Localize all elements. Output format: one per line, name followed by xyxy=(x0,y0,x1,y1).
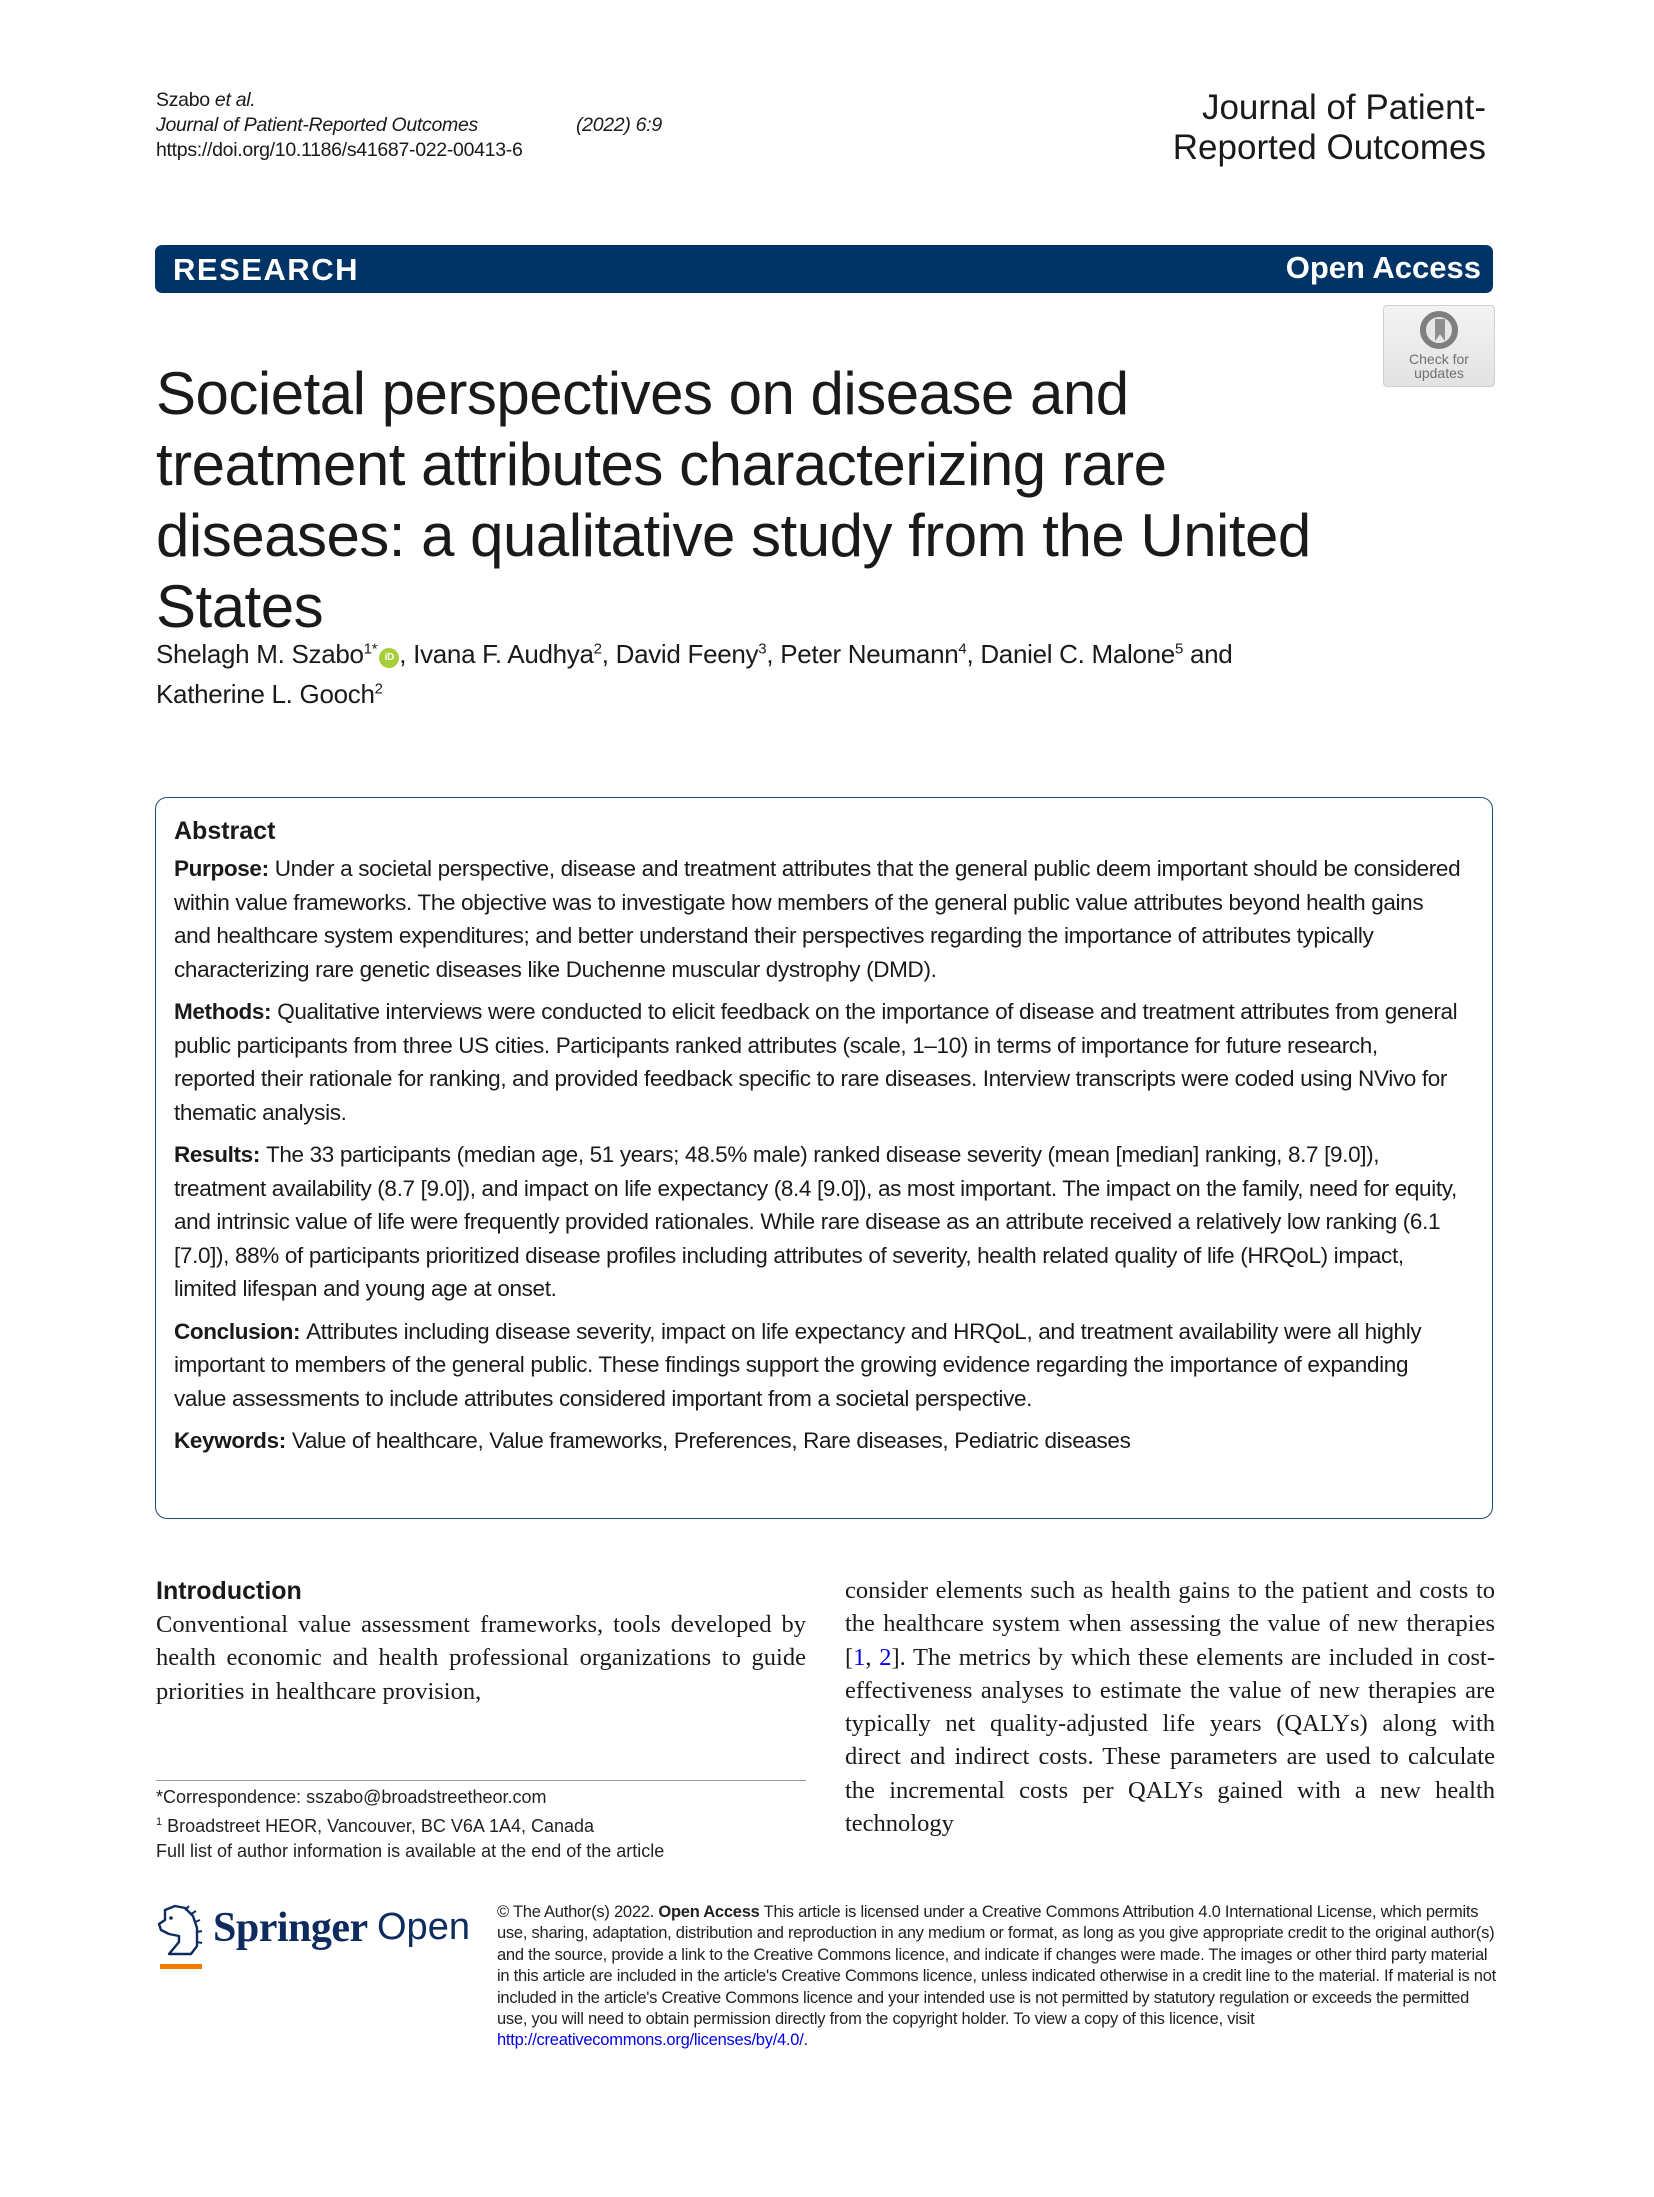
copyright: © The Author(s) 2022. xyxy=(497,1903,659,1921)
license-text xyxy=(497,1902,1497,2052)
body-column-left xyxy=(156,1574,806,1708)
citation-separator: , xyxy=(865,1643,880,1671)
running-head-journal: Journal of Patient-Reported Outcomes xyxy=(156,114,478,136)
footnotes xyxy=(156,1785,816,1864)
running-head-volume: (2022) 6:9 xyxy=(575,114,662,136)
abstract-methods xyxy=(174,995,1464,1129)
logo-accent-bar xyxy=(160,1964,202,1969)
separator: , xyxy=(399,639,407,669)
section-label: Conclusion: xyxy=(174,1318,301,1344)
abstract-purpose xyxy=(174,852,1464,986)
author-info-note: Full list of author information is available at the end of the article xyxy=(156,1841,665,1861)
check-for-updates-text xyxy=(1384,352,1494,380)
author-affiliation-sup: 3 xyxy=(758,640,767,658)
check-for-updates-button[interactable] xyxy=(1383,305,1495,387)
section-label: Keywords: xyxy=(174,1428,286,1453)
section-label: Results: xyxy=(174,1142,260,1167)
section-text: Attributes including disease severity, impact on life expectancy and HRQoL, and treatment availability were all highly important to members of the general public. These findings support the growing evidence regarding the importance of expanding value assessments to include attributes considered important from a societal perspective. xyxy=(174,1318,1422,1411)
section-text: The 33 participants (median age, 51 years; 48.5% male) ranked disease severity (mean [median] ranking, 8.7 [9.0]), treatment availability (8.7 [9.0]), and impact on life expectancy (8.4 [9.0]), as most important. The impact on the family, need for equity, and intrinsic value of life were frequently provided rationales. While rare disease as an attribute received a relatively low ranking (6.1 [7.0]), 88% of participants prioritized disease profiles including attributes of severity, health related quality of life (HRQoL) impact, limited lifespan and young age at onset. xyxy=(174,1142,1457,1301)
author-name[interactable]: Daniel C. Malone xyxy=(980,639,1175,669)
license-link[interactable]: http://creativecommons.org/licenses/by/4.0/ xyxy=(497,2031,804,2050)
springer-open-logo xyxy=(155,1900,470,1980)
abstract-results xyxy=(174,1138,1464,1306)
author-affiliation-sup: 2 xyxy=(374,680,383,698)
introduction-paragraph-left: Conventional value assessment frameworks, tools developed by health economic and health professional organizations to guide priorities in healthcare provision, xyxy=(156,1611,806,1705)
abstract-heading: Abstract xyxy=(174,817,276,845)
introduction-paragraph-right xyxy=(845,1574,1495,1840)
running-head-authors: Szabo xyxy=(156,89,210,111)
running-head xyxy=(156,88,662,163)
section-label: Purpose: xyxy=(174,856,269,881)
correspondence-note: *Correspondence: sszabo@broadstreetheor.com xyxy=(156,1787,547,1807)
article-type-banner xyxy=(155,245,1493,293)
separator: , xyxy=(766,639,774,669)
affiliation-note xyxy=(156,1810,816,1839)
introduction-heading: Introduction xyxy=(156,1577,302,1605)
paragraph-text: consider elements such as health gains to the patient and costs to the healthcare system when assessing the value of new therapies [ xyxy=(845,1577,1495,1671)
bookmark-icon xyxy=(1420,311,1458,349)
journal-name-line1: Journal of Patient- xyxy=(1201,88,1486,127)
author-affiliation-sup: 1* xyxy=(363,640,378,658)
author-affiliation-sup: 4 xyxy=(958,640,967,658)
citation-link[interactable]: 1 xyxy=(853,1643,866,1671)
license-end: . xyxy=(803,2031,808,2050)
abstract-box xyxy=(155,797,1493,1519)
separator: , xyxy=(601,639,609,669)
journal-name-line2: Reported Outcomes xyxy=(1172,128,1486,167)
publisher-suffix: Open xyxy=(377,1906,470,1948)
affiliation-text: Broadstreet HEOR, Vancouver, BC V6A 1A4, Canada xyxy=(162,1816,595,1836)
section-label: Methods: xyxy=(174,999,272,1024)
article-title: Societal perspectives on disease and treatment attributes characterizing rare diseases: a qualitative study from the United States xyxy=(156,360,1311,641)
open-access-label: Open Access xyxy=(1285,250,1481,285)
author-name[interactable]: Ivana F. Audhya xyxy=(413,639,594,669)
author-name[interactable]: Shelagh M. Szabo xyxy=(156,639,364,669)
springer-horse-icon xyxy=(155,1902,207,1966)
license-open-access: Open Access xyxy=(658,1903,760,1921)
author-name[interactable]: David Feeny xyxy=(615,639,759,669)
affiliation-sup: 1 xyxy=(156,1816,163,1828)
footnote-divider xyxy=(156,1780,806,1781)
article-type-label: RESEARCH xyxy=(173,252,359,287)
abstract-conclusion xyxy=(174,1315,1464,1416)
author-name[interactable]: Katherine L. Gooch xyxy=(156,679,375,709)
author-list xyxy=(156,634,1406,714)
section-text: Under a societal perspective, disease and treatment attributes that the general public deem important should be considered within value frameworks. The objective was to investigate how members of the general public value attributes beyond health gains and healthcare system expenditures; and better understand their perspectives regarding the importance of attributes typically characterizing rare genetic diseases like Duchenne muscular dystrophy (DMD). xyxy=(174,856,1461,982)
abstract-keywords xyxy=(174,1424,1464,1458)
author-affiliation-sup: 2 xyxy=(593,640,602,658)
body-column-right xyxy=(845,1574,1495,1840)
check-updates-line1: Check for xyxy=(1409,351,1469,367)
separator-and: and xyxy=(1189,639,1233,669)
citation-link[interactable]: 2 xyxy=(879,1643,892,1671)
author-affiliation-sup: 5 xyxy=(1174,640,1183,658)
license-body: This article is licensed under a Creative Commons Attribution 4.0 International License, which permits use, sharing, adaptation, distribution and reproduction in any medium or format, as long as you give appropriate credit to the original author(s) and the source, provide a link to the Creative Commons licence, and indicate if changes were made. The images or other third party material in this article are included in the article's Creative Commons licence, unless indicated otherwise in a credit line to the material. If material is not included in the article's Creative Commons licence and your intended use is not permitted by statutory regulation or exceeds the permitted use, you will need to obtain permission directly from the copyright holder. To view a copy of this licence, visit xyxy=(497,1903,1496,2029)
doi-link[interactable]: https://doi.org/10.1186/s41687-022-00413-6 xyxy=(156,139,523,161)
section-text: Qualitative interviews were conducted to elicit feedback on the importance of disease and treatment attributes from general public participants from three US cities. Participants ranked attributes (scale, 1–10) in terms of importance for future research, reported their rationale for ranking, and provided feedback specific to rare diseases. Interview transcripts were coded using NVivo for thematic analysis. xyxy=(174,999,1458,1125)
publisher-name: Springer xyxy=(213,1905,368,1951)
orcid-icon[interactable]: iD xyxy=(379,648,399,668)
section-text: Value of healthcare, Value frameworks, Preferences, Rare diseases, Pediatric diseases xyxy=(291,1428,1131,1453)
journal-name xyxy=(1173,88,1486,168)
running-head-et-al: et al. xyxy=(214,89,256,111)
paragraph-text: ]. The metrics by which these elements are included in cost-effectiveness analyses to estimate the value of new therapies are typically net quality-adjusted life years (QALYs) along with direct and indirect costs. These parameters are used to calculate the incremental costs per QALYs gained with a new health technology xyxy=(845,1643,1496,1838)
separator: , xyxy=(966,639,974,669)
author-name[interactable]: Peter Neumann xyxy=(780,639,959,669)
check-updates-line2: updates xyxy=(1414,365,1464,381)
